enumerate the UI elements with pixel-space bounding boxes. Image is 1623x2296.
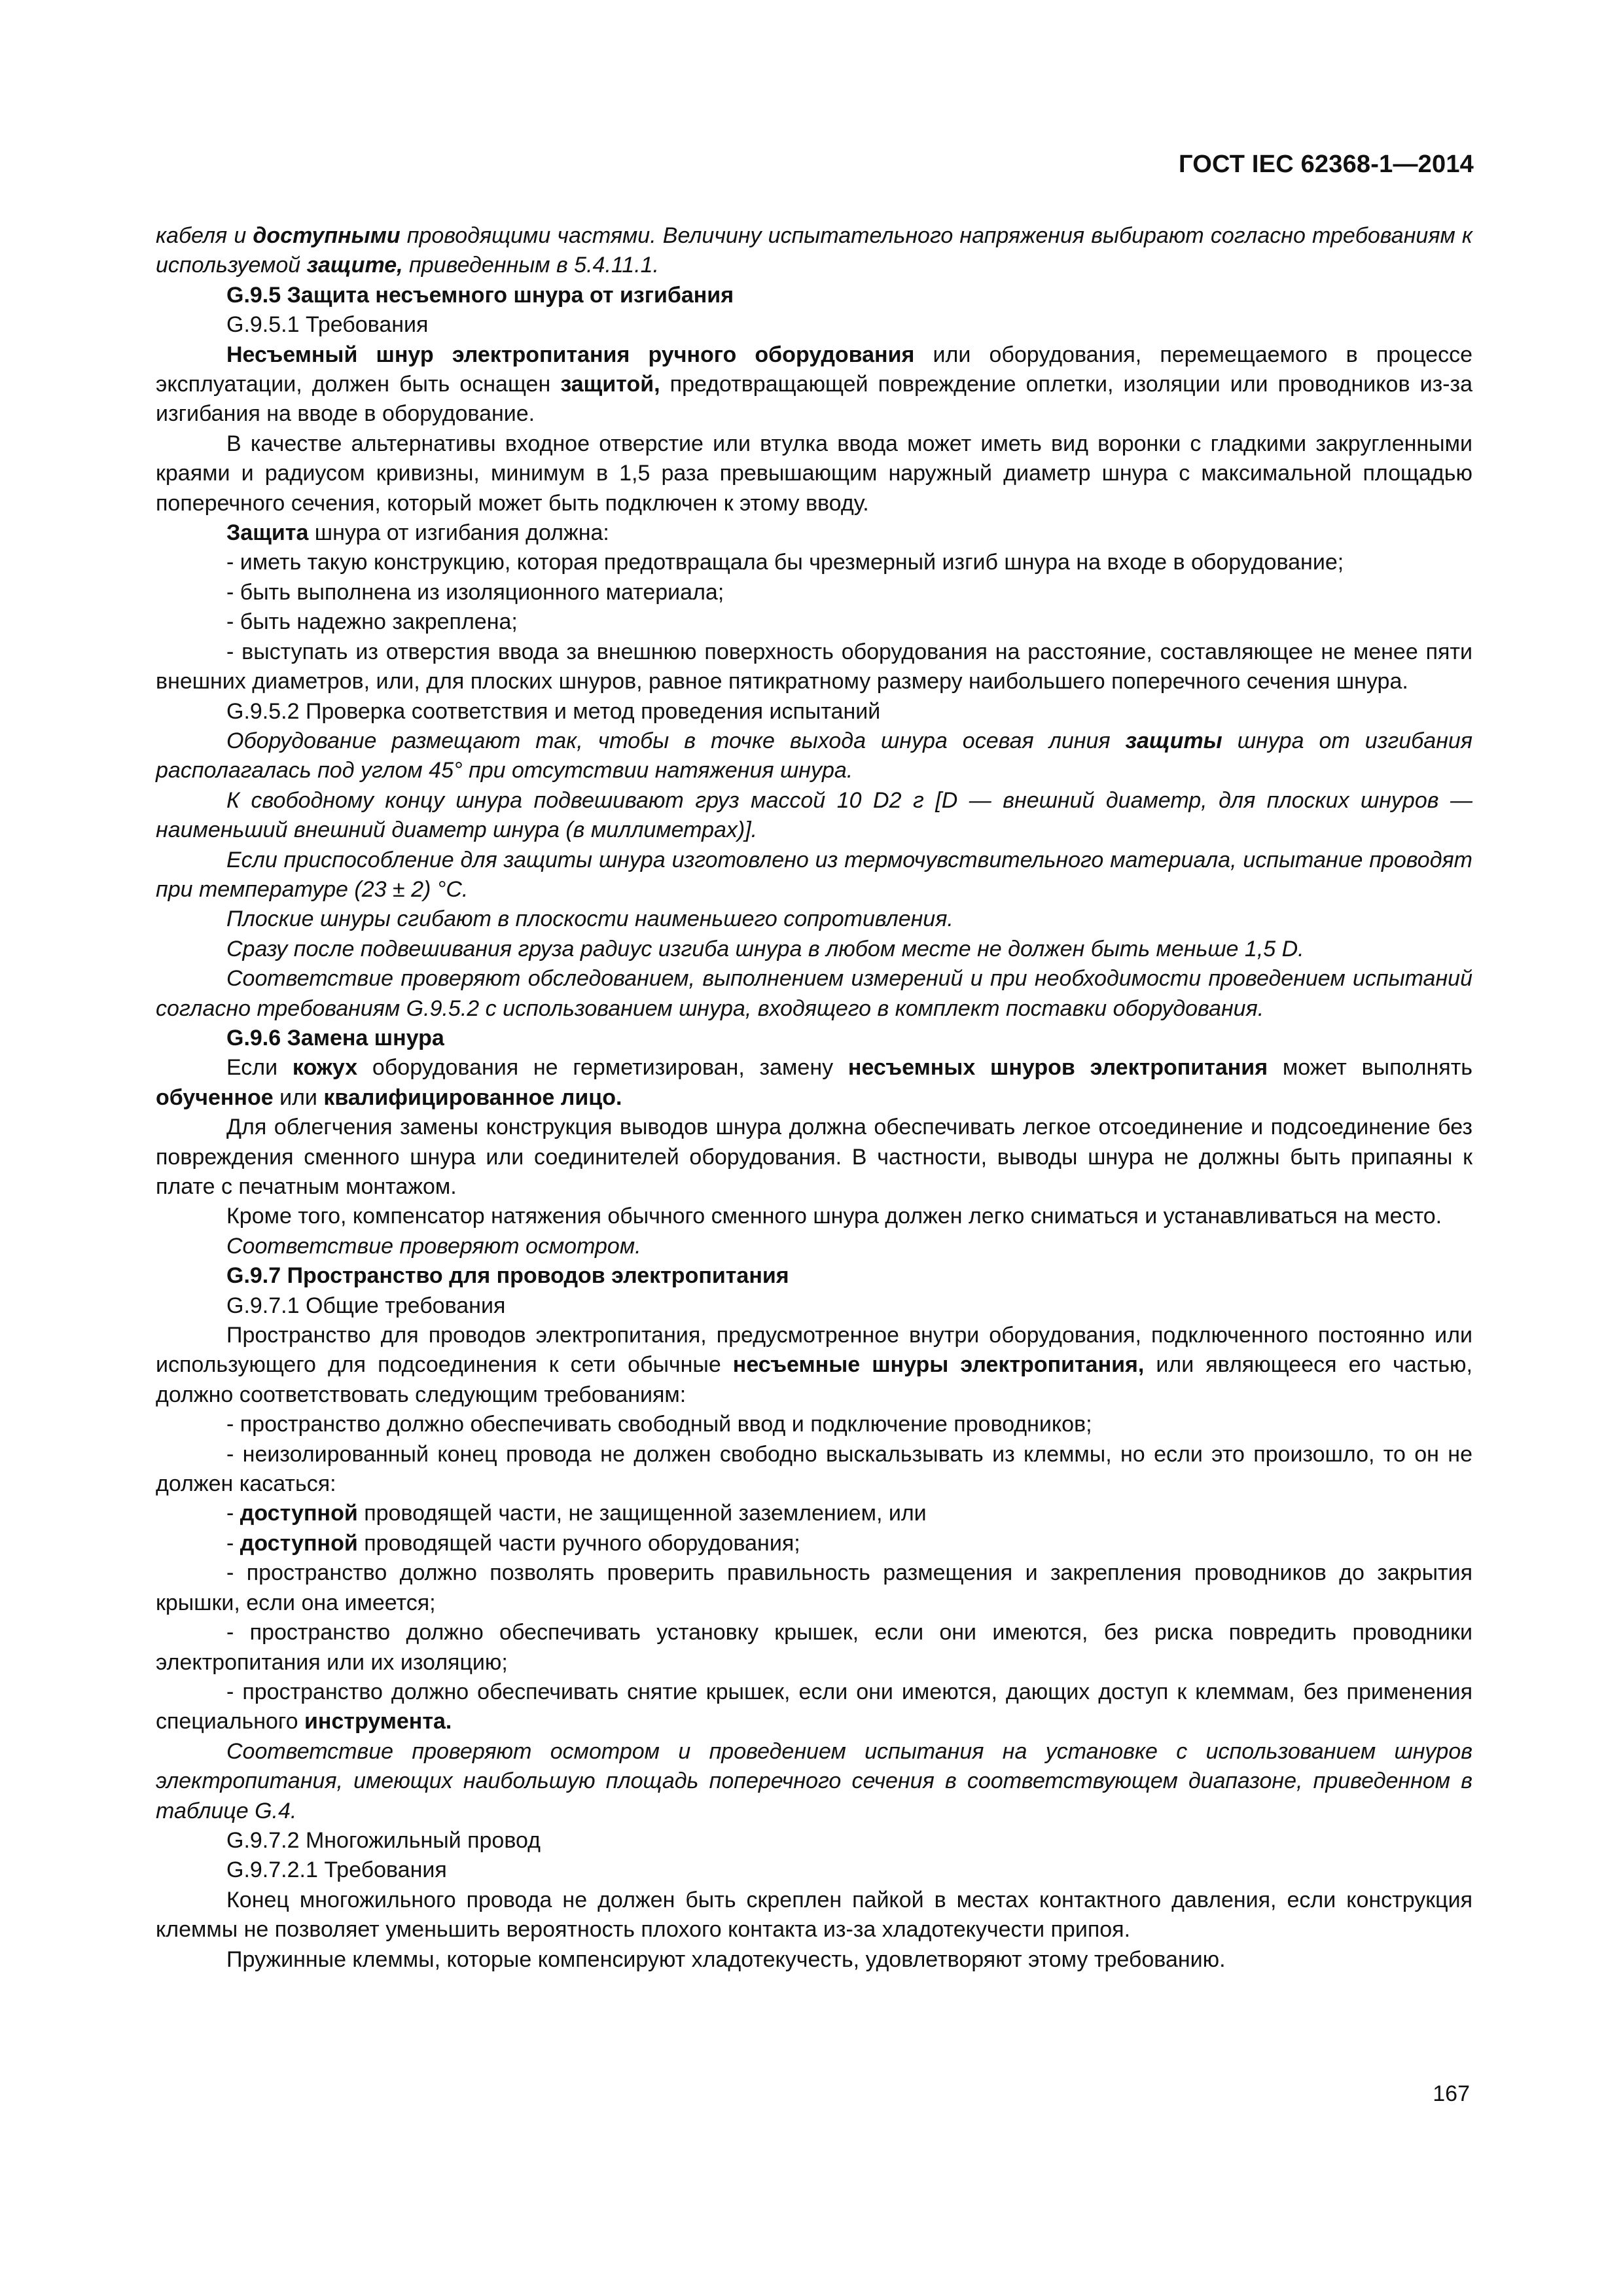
paragraph: [156, 1945, 1472, 1975]
paragraph: [156, 1558, 1472, 1618]
text-run: -: [226, 1530, 240, 1556]
bold-term: несъемные шнуры электропитания,: [732, 1352, 1145, 1378]
paragraph: [156, 1202, 1472, 1231]
bold-term: G.9.5 Защита несъемного шнура от изгибания: [226, 282, 734, 308]
paragraph: [156, 221, 1472, 281]
text-run: Пружинные клеммы, которые компенсируют хладотекучесть, удовлетворяют этому требованию.: [226, 1946, 1226, 1972]
text-run: Плоские шнуры сгибают в плоскости наименьшего сопротивления.: [226, 906, 954, 932]
text-run: - быть надежно закреплена;: [226, 609, 518, 635]
bold-term: инструмента.: [304, 1709, 452, 1734]
text-run: G.9.7.2.1 Требования: [226, 1857, 447, 1883]
text-run: - выступать из отверстия ввода за внешнюю поверхность оборудования на расстояние, составляющее не менее пяти внешних диаметров, или, для плоских шнуров, равное пятикратному размеру наибольшего поперечного сечения шнура.: [156, 639, 1472, 694]
text-run: -: [226, 1501, 240, 1526]
text-run: проводящей части ручного оборудования;: [357, 1530, 800, 1556]
paragraph: [156, 1618, 1472, 1677]
text-run: Кроме того, компенсатор натяжения обычного сменного шнура должен легко сниматься и устанавливаться на место.: [226, 1204, 1442, 1229]
bold-term: доступными: [253, 223, 401, 248]
text-run: - иметь такую конструкцию, которая предотвращала бы чрезмерный изгиб шнура на входе в оборудование;: [226, 550, 1344, 575]
text-run: - пространство должно обеспечивать снятие крышек, если они имеются, дающих доступ к клеммам, без применения специального: [156, 1679, 1472, 1734]
text-run: В качестве альтернативы входное отверстие или втулка ввода может иметь вид воронки с гладкими закругленными краями и радиусом кривизны, минимум в 1,5 раза превышающим наружный диаметр шнура с максимальной площадью поперечного сечения, который может быть подключен к этому вводу.: [156, 431, 1472, 516]
paragraph: [156, 281, 1472, 310]
bold-term: защите,: [306, 253, 403, 278]
bold-term: доступной: [240, 1530, 358, 1556]
paragraph: [156, 1053, 1472, 1113]
paragraph: [156, 726, 1472, 786]
paragraph: [156, 1321, 1472, 1410]
paragraph: [156, 846, 1472, 905]
bold-term: Несъемный шнур электропитания ручного оборудования: [226, 342, 915, 367]
text-run: оборудования не герметизирован, замену: [357, 1055, 848, 1081]
text-run: Соответствие проверяют осмотром.: [226, 1233, 641, 1259]
paragraph: [156, 1232, 1472, 1261]
text-run: G.9.7.1 Общие требования: [226, 1293, 506, 1318]
bold-term: квалифицированное лицо.: [323, 1085, 622, 1110]
bold-term: защитой,: [560, 372, 660, 397]
text-run: шнура от изгибания располагалась под углом 45° при отсутствии натяжения шнура.: [156, 728, 1473, 783]
paragraph: [156, 310, 1472, 340]
bold-term: Защита: [226, 520, 309, 546]
bold-term: G.9.7 Пространство для проводов электропитания: [226, 1263, 789, 1289]
paragraph: [156, 637, 1472, 697]
bold-term: доступной: [240, 1501, 358, 1526]
paragraph: [156, 1440, 1472, 1499]
text-run: Конец многожильного провода не должен быть скреплен пайкой в местах контактного давления, если конструкция клеммы не позволяет уменьшить вероятность плохого контакта из-за хладотекучести припоя.: [156, 1887, 1472, 1943]
text-run: Пространство для проводов электропитания, предусмотренное внутри оборудования, подключенного постоянно или использующего для подсоединения к сети обычные: [156, 1323, 1472, 1378]
paragraph: [156, 1291, 1472, 1321]
text-run: проводящими частями. Величину испытательного напряжения выбирают согласно требованиям к используемой: [156, 223, 1472, 278]
text-run: - неизолированный конец провода не должен свободно выскальзывать из клеммы, но если это произошло, то он не должен касаться:: [156, 1441, 1472, 1497]
text-run: Если: [226, 1055, 293, 1081]
text-run: - пространство должно обеспечивать установку крышек, если они имеются, без риска повредить проводники электропитания или их изоляцию;: [156, 1620, 1472, 1675]
text-run: кабеля и: [156, 223, 253, 248]
text-run: - пространство должно позволять проверить правильность размещения и закрепления проводников до закрытия крышки, если она имеется;: [156, 1560, 1472, 1615]
text-run: G.9.5.2 Проверка соответствия и метод проведения испытаний: [226, 698, 881, 724]
paragraph: [156, 518, 1472, 548]
text-run: G.9.5.1 Требования: [226, 312, 429, 338]
bold-term: G.9.6 Замена шнура: [226, 1025, 444, 1050]
paragraph: [156, 1826, 1472, 1856]
text-run: Оборудование размещают так, чтобы в точке выхода шнура осевая линия: [226, 728, 1126, 753]
bold-term: обученное: [156, 1085, 274, 1110]
text-run: Сразу после подвешивания груза радиус изгиба шнура в любом месте не должен быть меньше 1,5 D.: [226, 936, 1304, 961]
text-run: или являющееся его частью, должно соответствовать следующим требованиям:: [156, 1352, 1472, 1407]
document-body: [156, 221, 1472, 1975]
text-run: приведенным в 5.4.11.1.: [402, 253, 659, 278]
bold-term: несъемных шнуров электропитания: [847, 1055, 1268, 1081]
text-run: Для облегчения замены конструкция выводов шнура должна обеспечивать легкое отсоединение и подсоединение без повреждения сменного шнура или соединителей оборудования. В частности, выводы шнура не должны быть припаяны к плате с печатным монтажом.: [156, 1115, 1472, 1199]
paragraph: [156, 1529, 1472, 1558]
paragraph: [156, 607, 1472, 637]
text-run: предотвращающей повреждение оплетки, изоляции или проводников из-за изгибания на вводе в оборудование.: [156, 372, 1473, 427]
text-run: Если приспособление для защиты шнура изготовлено из термочувствительного материала, испытание проводят при температуре (23 ± 2) °С.: [156, 847, 1472, 902]
paragraph: [156, 964, 1472, 1024]
paragraph: [156, 786, 1472, 846]
text-run: Соответствие проверяют обследованием, выполнением измерений и при необходимости проведением испытаний согласно требованиям G.9.5.2 с использованием шнура, входящего в комплект поставки оборудования.: [156, 966, 1472, 1021]
paragraph: [156, 548, 1472, 577]
bold-term: защиты: [1125, 728, 1222, 753]
paragraph: [156, 429, 1472, 518]
paragraph: [156, 1113, 1472, 1202]
paragraph: [156, 340, 1472, 429]
text-run: или оборудования, перемещаемого в процессе эксплуатации, должен быть оснащен: [156, 342, 1472, 397]
paragraph: [156, 1677, 1472, 1737]
paragraph: [156, 1856, 1472, 1885]
paragraph: [156, 1410, 1472, 1439]
paragraph: [156, 905, 1472, 934]
text-run: или: [273, 1085, 324, 1110]
paragraph: [156, 697, 1472, 726]
text-run: проводящей части, не защищенной заземлением, или: [357, 1501, 927, 1526]
text-run: может выполнять: [1268, 1055, 1472, 1081]
bold-term: кожух: [292, 1055, 358, 1081]
text-run: Соответствие проверяют осмотром и проведением испытания на установке с использованием шнуров электропитания, имеющих наибольшую площадь поперечного сечения в соответствующем диапазоне, приведенном в таблице G.4.: [156, 1738, 1472, 1823]
text-run: К свободному концу шнура подвешивают груз массой 10 D2 г [D — внешний диаметр, для плоских шнуров — наименьший внешний диаметр шнура (в миллиметрах)].: [156, 787, 1472, 843]
paragraph: [156, 578, 1472, 607]
text-run: - быть выполнена из изоляционного материала;: [226, 579, 724, 605]
paragraph: [156, 935, 1472, 964]
paragraph: [156, 1024, 1472, 1053]
page-number: 167: [1433, 2081, 1470, 2106]
paragraph: [156, 1886, 1472, 1945]
paragraph: [156, 1499, 1472, 1528]
paragraph: [156, 1737, 1472, 1826]
text-run: G.9.7.2 Многожильный провод: [226, 1827, 541, 1853]
text-run: - пространство должно обеспечивать свободный ввод и подключение проводников;: [226, 1412, 1092, 1437]
document-header: ГОСТ IEC 62368-1—2014: [1179, 151, 1474, 178]
text-run: шнура от изгибания должна:: [308, 520, 609, 546]
paragraph: [156, 1261, 1472, 1291]
